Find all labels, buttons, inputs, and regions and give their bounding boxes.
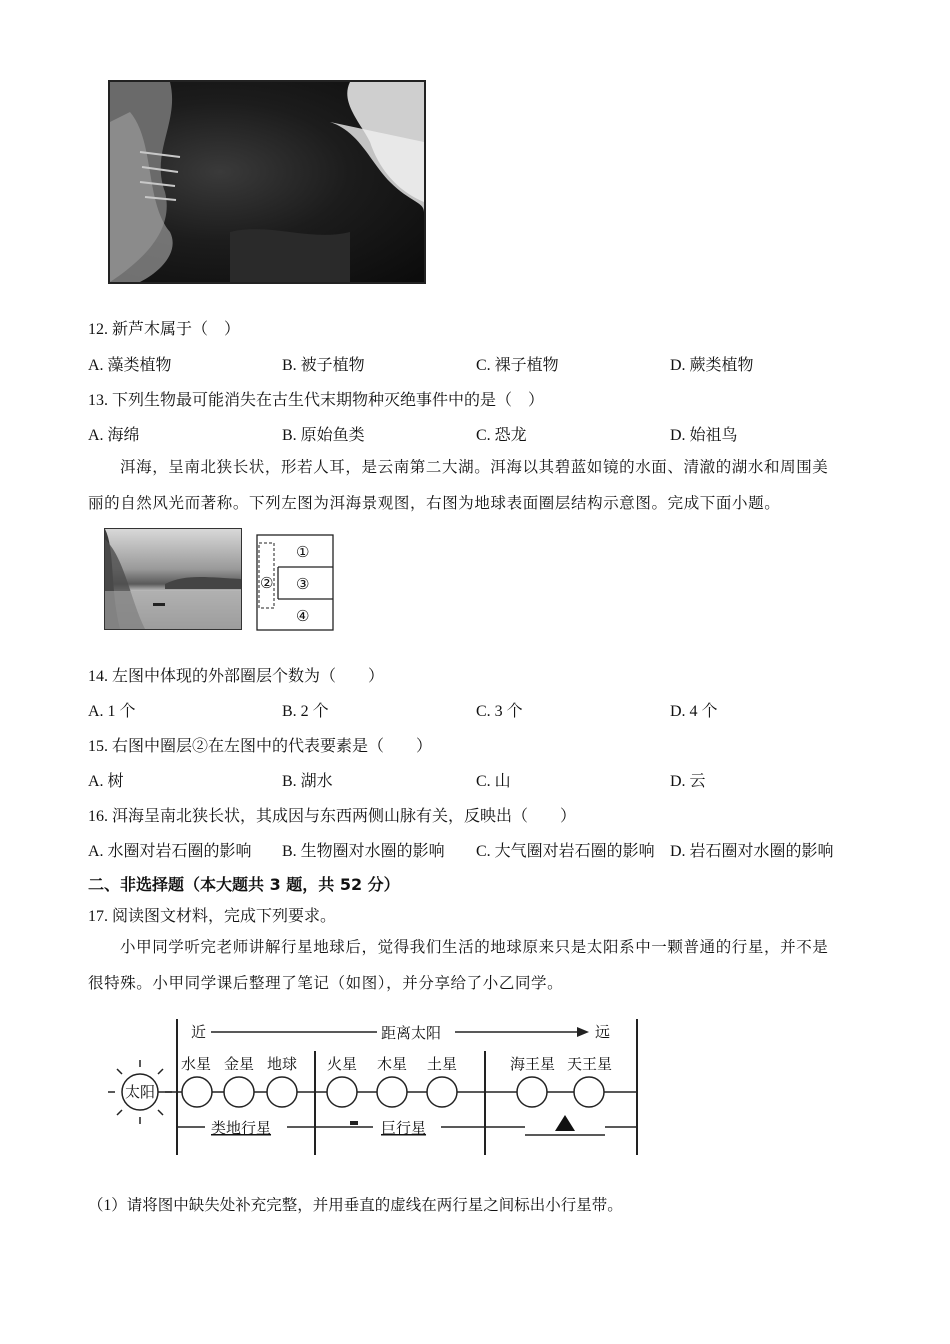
q15-option-b[interactable]: B. 湖水 <box>282 773 333 790</box>
mars-circle <box>327 1077 357 1107</box>
q16-option-c[interactable]: C. 大气圈对岩石圈的影响 <box>476 843 655 860</box>
q12-stem: 12. 新芦木属于（ ） <box>88 321 241 338</box>
q13-stem: 13. 下列生物最可能消失在古生代末期物种灭绝事件中的是（ ） <box>88 392 545 409</box>
q13-option-d[interactable]: D. 始祖鸟 <box>670 427 738 444</box>
q17-passage <box>88 930 868 1002</box>
uranus-circle <box>574 1077 604 1107</box>
planet-label-mars: 火星 <box>327 1055 358 1073</box>
q15-option-a[interactable]: A. 树 <box>88 773 124 790</box>
mercury-circle <box>182 1077 212 1107</box>
q12-option-a[interactable]: A. 藻类植物 <box>88 357 172 374</box>
q13-option-b[interactable]: B. 原始鱼类 <box>282 427 365 444</box>
group-label-terrestrial: 类地行星 <box>211 1119 272 1137</box>
q16-option-d[interactable]: D. 岩石圈对水圈的影响 <box>670 843 834 860</box>
q15-stem: 15. 右图中圈层②在左图中的代表要素是（ ） <box>88 738 433 755</box>
q14-option-d[interactable]: D. 4 个 <box>670 703 718 720</box>
q14-stem: 14. 左图中体现的外部圈层个数为（ ） <box>88 668 385 685</box>
sun-label: 太阳 <box>125 1083 156 1101</box>
planet-label-jupiter: 木星 <box>377 1055 408 1073</box>
planet-label-saturn: 土星 <box>427 1055 458 1073</box>
planet-label-mercury: 水星 <box>181 1055 212 1073</box>
layer-label-2: ② <box>260 574 274 592</box>
planet-label-venus: 金星 <box>224 1055 255 1073</box>
section-2-heading: 二、非选择题（本大题共 3 题，共 52 分） <box>88 875 400 894</box>
q17-subquestion-1: （1）请将图中缺失处补充完整，并用垂直的虚线在两行星之间标出小行星带。 <box>88 1197 623 1214</box>
q16-stem: 16. 洱海呈南北狭长状，其成因与东西两侧山脉有关，反映出（ ） <box>88 808 577 825</box>
planet-label-uranus: 天王星 <box>567 1055 613 1073</box>
jupiter-circle <box>377 1077 407 1107</box>
passage-erhai <box>88 450 868 522</box>
far-label: 远 <box>595 1023 611 1041</box>
passage-line-1: 洱海，呈南北狭长状，形若人耳，是云南第二大湖。洱海以其碧蓝如镜的水面、清澈的湖水和周围美 <box>120 459 829 476</box>
q16-option-b[interactable]: B. 生物圈对水圈的影响 <box>282 843 445 860</box>
q17-stem: 17. 阅读图文材料，完成下列要求。 <box>88 908 337 925</box>
layer-label-4: ④ <box>296 607 310 625</box>
q14-option-c[interactable]: C. 3 个 <box>476 703 523 720</box>
q13-option-c[interactable]: C. 恐龙 <box>476 427 527 444</box>
venus-circle <box>224 1077 254 1107</box>
planet-label-neptune: 海王星 <box>510 1055 556 1073</box>
q16-option-a[interactable]: A. 水圈对岩石圈的影响 <box>88 843 252 860</box>
cave-photo <box>108 80 426 284</box>
neptune-circle <box>517 1077 547 1107</box>
planet-label-earth: 地球 <box>267 1055 298 1073</box>
earth-circle <box>267 1077 297 1107</box>
q15-option-d[interactable]: D. 云 <box>670 773 706 790</box>
q17-passage-line-1: 小甲同学听完老师讲解行星地球后，觉得我们生活的地球原来只是太阳系中一颗普通的行星，并不是 <box>120 939 829 956</box>
q13-option-a[interactable]: A. 海绵 <box>88 427 140 444</box>
group-label-giant: 巨行星 <box>381 1119 427 1137</box>
passage-line-2: 丽的自然风光而著称。下列左图为洱海景观图，右图为地球表面圈层结构示意图。完成下面小题。 <box>88 495 781 512</box>
erhai-lake-photo <box>104 528 242 630</box>
earth-layers-diagram <box>254 533 336 633</box>
q15-option-c[interactable]: C. 山 <box>476 773 511 790</box>
q14-option-b[interactable]: B. 2 个 <box>282 703 329 720</box>
near-label: 近 <box>191 1023 207 1041</box>
layer-label-3: ③ <box>296 575 310 593</box>
saturn-circle <box>427 1077 457 1107</box>
q17-passage-line-2: 很特殊。小甲同学课后整理了笔记（如图），并分享给了小乙同学。 <box>88 975 564 992</box>
q12-option-c[interactable]: C. 裸子植物 <box>476 357 559 374</box>
q12-option-d[interactable]: D. 蕨类植物 <box>670 357 754 374</box>
layer-label-1: ① <box>296 543 310 561</box>
solar-system-diagram <box>105 1015 645 1160</box>
distance-from-sun-label: 距离太阳 <box>381 1024 442 1042</box>
q12-option-b[interactable]: B. 被子植物 <box>282 357 365 374</box>
q14-option-a[interactable]: A. 1 个 <box>88 703 136 720</box>
